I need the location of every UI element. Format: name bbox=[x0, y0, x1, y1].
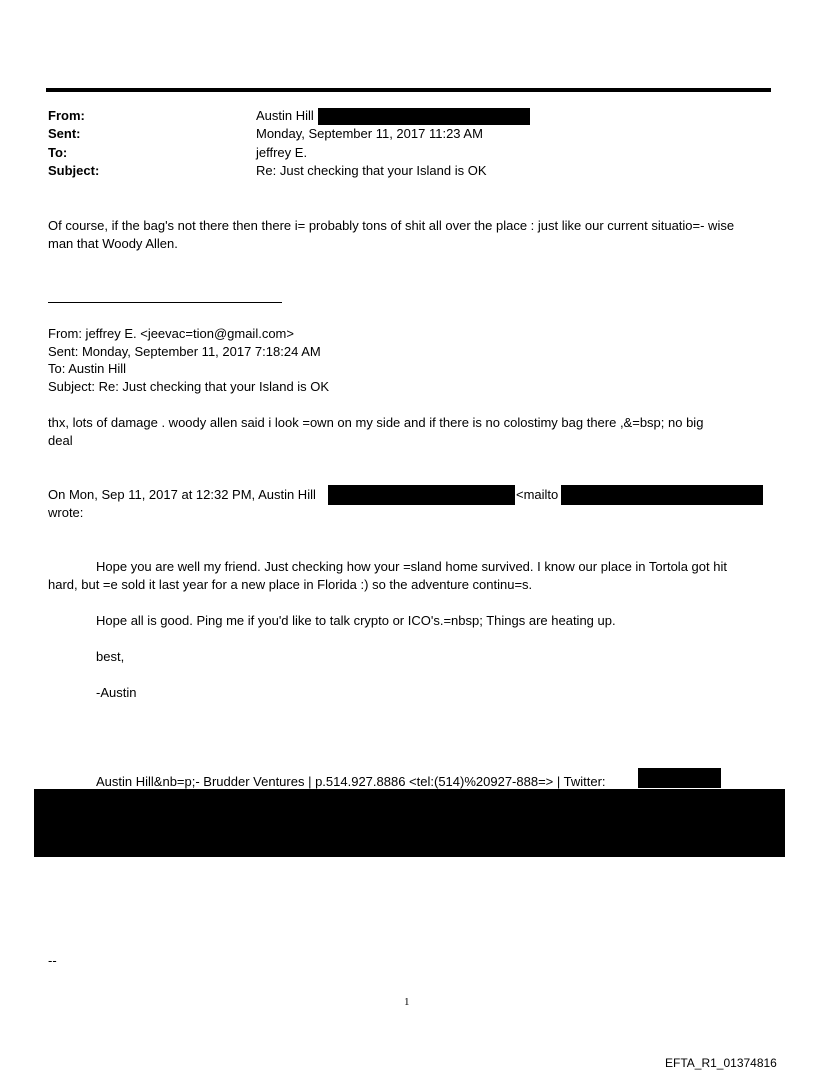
quoted-subject: Subject: Re: Just checking that your Island is OK bbox=[48, 379, 330, 394]
quoted-message-line-1: thx, lots of damage . woody allen said i look =own on my side and if there is no colostimy bag there ,&=bsp; no big bbox=[48, 415, 704, 430]
document-id: EFTA_R1_01374816 bbox=[665, 1056, 777, 1070]
quote-separator bbox=[48, 302, 282, 303]
quoted-from: From: jeffrey E. <jeevac=tion@gmail.com> bbox=[48, 326, 294, 341]
subject-label: Subject: bbox=[48, 163, 100, 178]
original-p1-line-1: Hope you are well my friend. Just checking how your =sland home survived. I know our place in Tortola got hit bbox=[96, 559, 727, 574]
original-p4: -Austin bbox=[96, 685, 137, 700]
from-value: Austin Hill bbox=[256, 108, 314, 123]
wrote-text: wrote: bbox=[48, 505, 84, 520]
to-value: jeffrey E. bbox=[256, 145, 308, 160]
dashes: -- bbox=[48, 953, 57, 968]
from-label: From: bbox=[48, 108, 85, 123]
header-rule bbox=[46, 88, 771, 92]
page-number: 1 bbox=[404, 996, 410, 1008]
quoted-to: To: Austin Hill bbox=[48, 361, 127, 376]
original-p1-line-2: hard, but =e sold it last year for a new place in Florida :) so the adventure continu=s. bbox=[48, 577, 533, 592]
quoted-message-line-2: deal bbox=[48, 433, 73, 448]
reply-line-1: Of course, if the bag's not there then there i= probably tons of shit all over the place : just like our current situatio=- wise bbox=[48, 218, 735, 233]
reply-line-2: man that Woody Allen. bbox=[48, 236, 178, 251]
mailto-text: <mailto bbox=[516, 487, 559, 502]
redaction-mailto-email bbox=[561, 485, 763, 505]
redaction-sender-email bbox=[328, 485, 515, 505]
redaction-twitter bbox=[638, 768, 721, 788]
sent-value: Monday, September 11, 2017 11:23 AM bbox=[256, 126, 483, 141]
redaction-from-email bbox=[318, 108, 530, 125]
on-wrote-prefix: On Mon, Sep 11, 2017 at 12:32 PM, Austin Hill bbox=[48, 487, 316, 502]
original-p3: best, bbox=[96, 649, 125, 664]
to-label: To: bbox=[48, 145, 68, 160]
quoted-sent: Sent: Monday, September 11, 2017 7:18:24 AM bbox=[48, 344, 321, 359]
original-p2: Hope all is good. Ping me if you'd like to talk crypto or ICO's.=nbsp; Things are heating up. bbox=[96, 613, 616, 628]
sent-label: Sent: bbox=[48, 126, 81, 141]
subject-value: Re: Just checking that your Island is OK bbox=[256, 163, 487, 178]
signature-line: Austin Hill&nb=p;- Brudder Ventures | p.514.927.8886 <tel:(514)%20927-888=> | Twitter: bbox=[96, 774, 606, 789]
redaction-signature-block bbox=[34, 789, 785, 857]
